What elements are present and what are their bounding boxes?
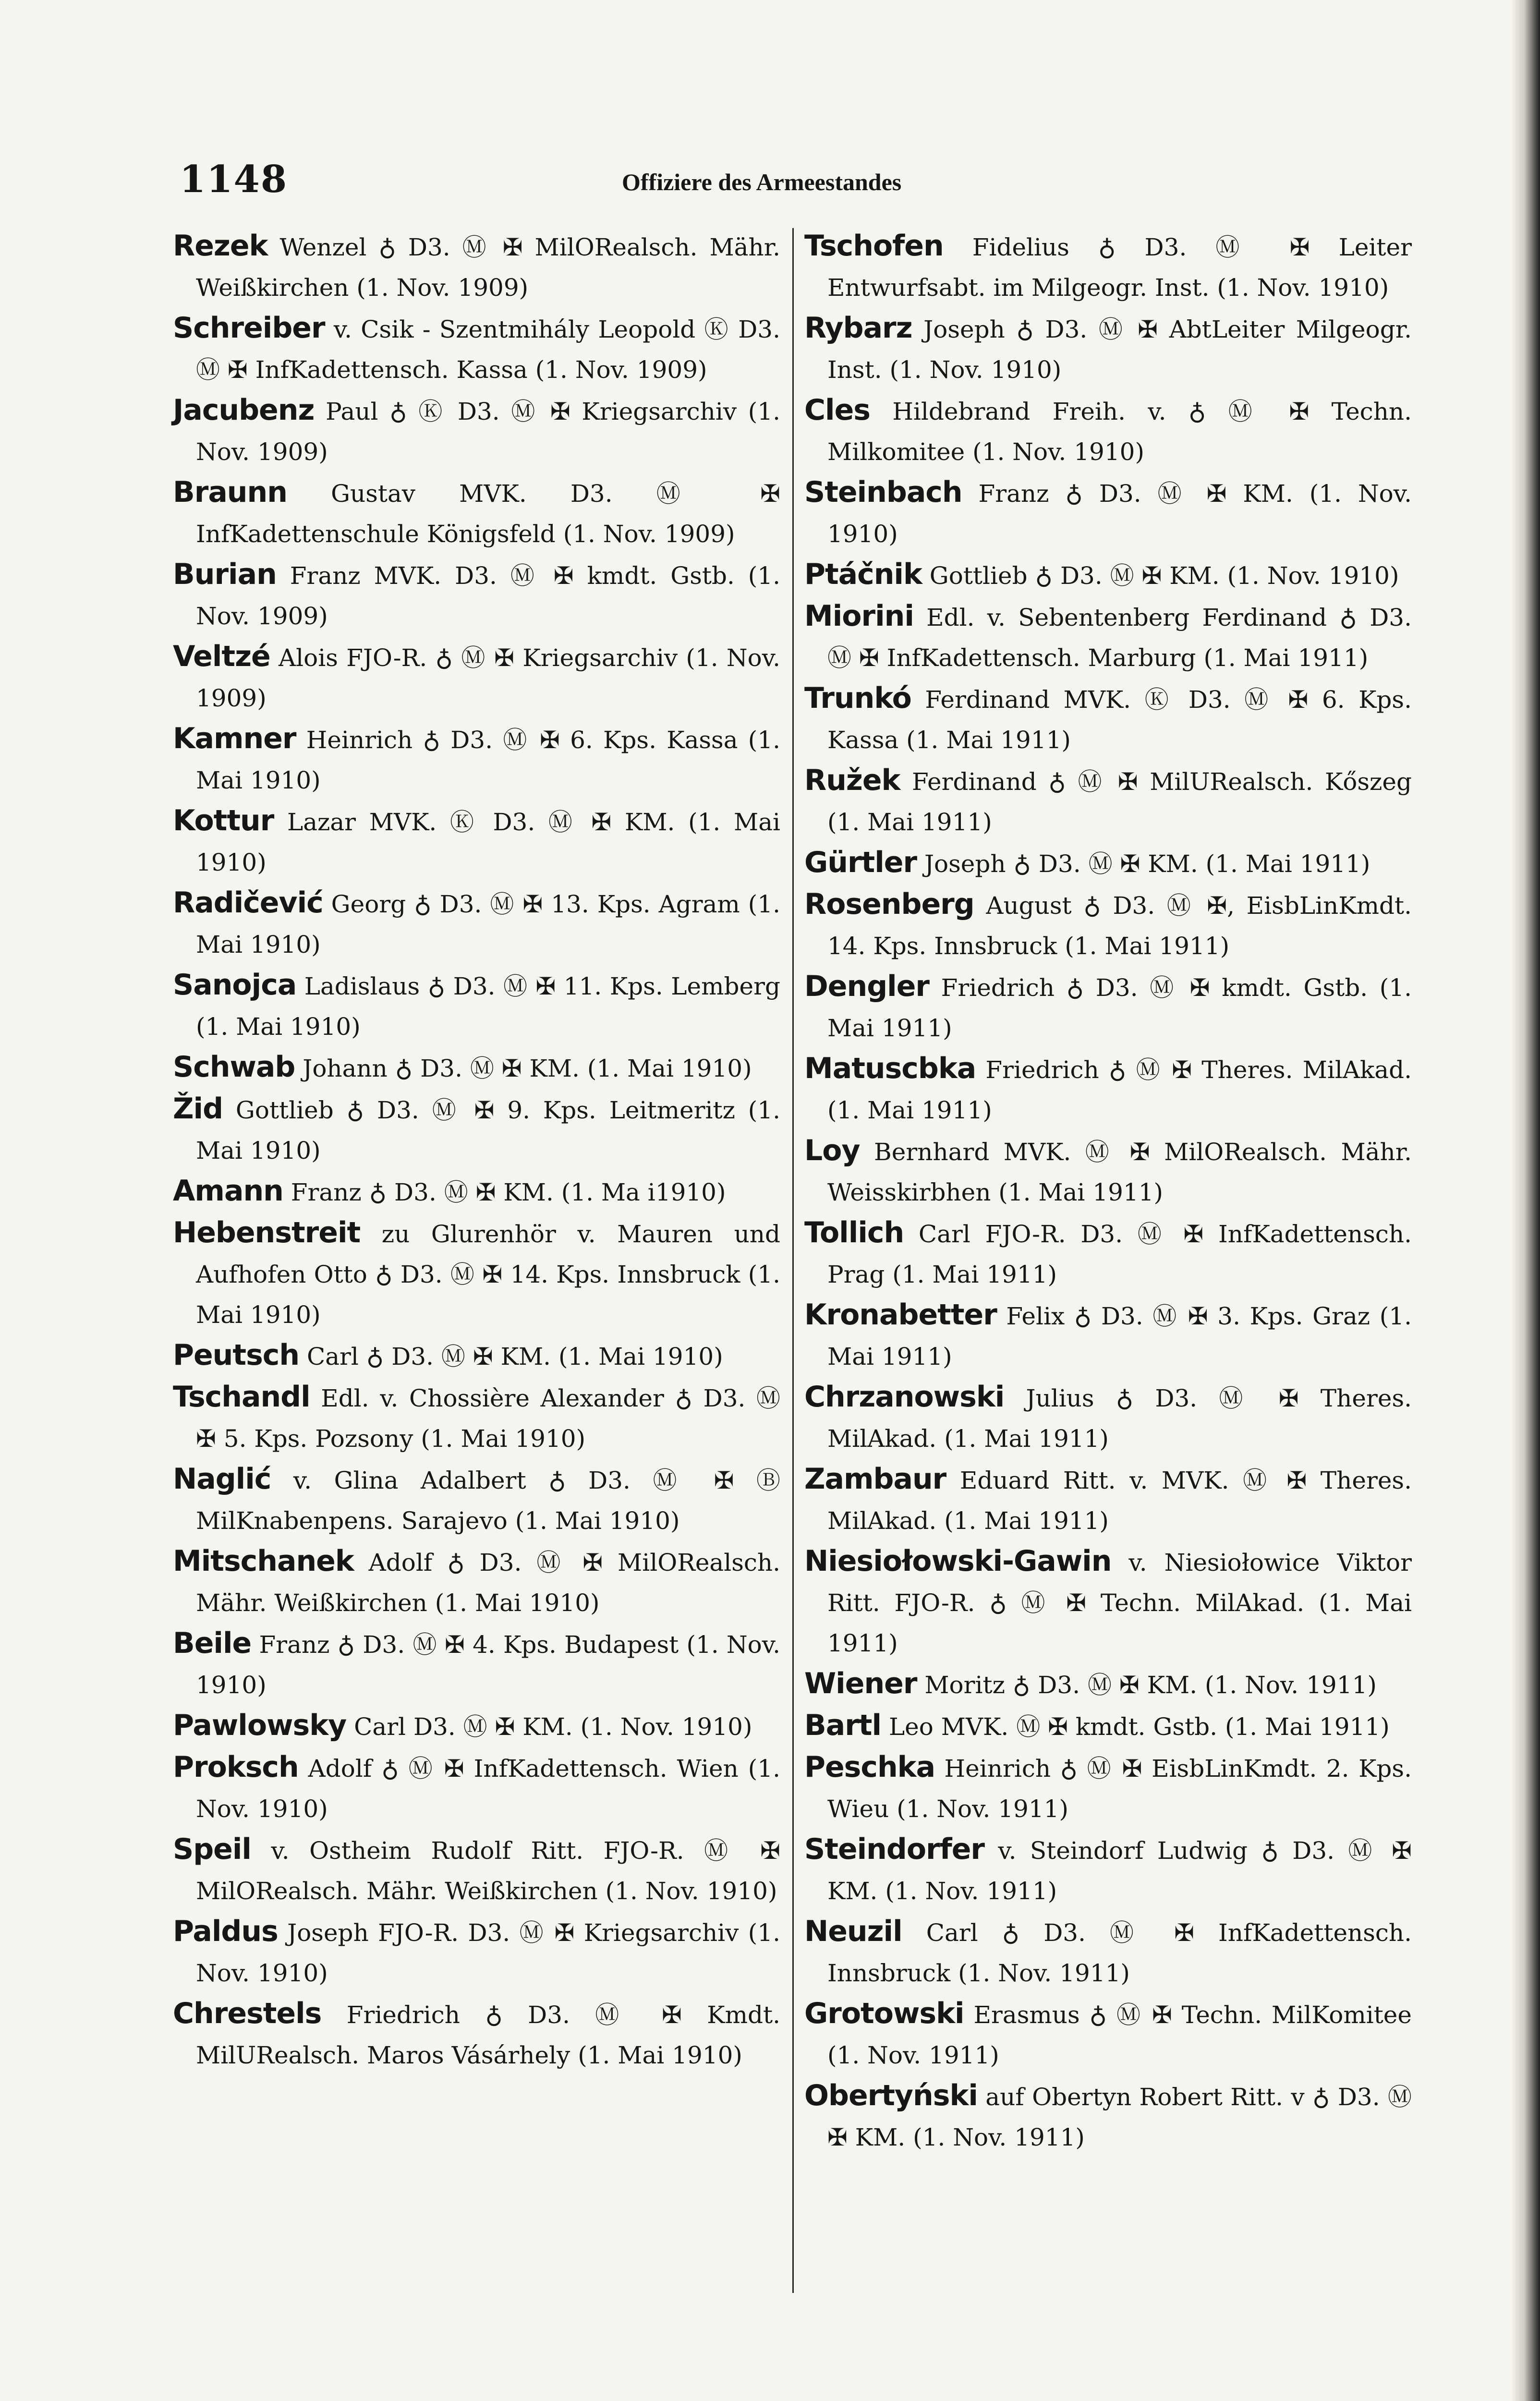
directory-entry [804,1213,1412,1295]
entry-surname: Dengler [804,970,930,1003]
entry-surname: Gürtler [804,846,917,879]
entry-details: v. Csik - Szentmihály Leopold Ⓚ D3. Ⓜ ✠ InfKadettensch. Kassa (1. Nov. 1909) [196,315,780,384]
entry-surname: Steindorfer [804,1832,985,1866]
entry-surname: Rybarz [804,311,912,345]
entry-details: v. Ostheim Rudolf Ritt. FJO-R. Ⓜ ✠ MilORealsch. Mähr. Weißkirchen (1. Nov. 1910) [196,1837,780,1905]
page-header [173,154,1421,206]
entry-details: v. Steindorf Ludwig ♁ D3. Ⓜ ✠ KM. (1. Nov. 1911) [827,1837,1412,1905]
directory-entry [804,1048,1412,1130]
entry-details: Joseph ♁ D3. Ⓜ ✠ KM. (1. Mai 1911) [917,850,1370,878]
entry-details: Gustav MVK. D3. Ⓜ ✠ InfKadettenschule Königsfeld (1. Nov. 1909) [196,480,780,548]
directory-entry [173,1623,780,1705]
entry-details: Carl D3. Ⓜ ✠ KM. (1. Nov. 1910) [346,1713,752,1741]
entry-details: Franz ♁ D3. Ⓜ ✠ 4. Kps. Budapest (1. Nov. 1910) [196,1631,780,1699]
entry-surname: Radičević [173,886,323,920]
entry-surname: Tollich [804,1216,904,1249]
directory-entry [804,2075,1412,2158]
directory-entry [173,636,780,718]
entry-surname: Braunn [173,475,287,509]
entry-details: Leo MVK. Ⓜ ✠ kmdt. Gstb. (1. Mai 1911) [881,1713,1390,1741]
directory-entry [173,1993,780,2075]
entry-surname: Pawlowsky [173,1709,347,1742]
entry-details: Gottlieb ♁ D3. Ⓜ ✠ KM. (1. Nov. 1910) [922,562,1399,590]
entry-details: Ferdinand MVK. Ⓚ D3. Ⓜ ✠ 6. Kps. Kassa (1. Mai 1911) [827,686,1412,754]
entry-surname: Miorini [804,599,914,633]
entry-details: Julius ♁ D3. Ⓜ ✠ Theres. MilAkad. (1. Mai 1911) [827,1384,1412,1453]
directory-entry [804,390,1412,472]
directory-entry [173,1541,780,1623]
directory-entry [804,1459,1412,1541]
directory-entry [173,554,780,636]
entry-surname: Kottur [173,804,274,837]
entry-surname: Wiener [804,1667,917,1700]
directory-entry [804,472,1412,554]
entry-surname: Steinbach [804,475,962,509]
directory-entry [173,308,780,390]
entry-surname: Ružek [804,764,900,797]
entry-details: auf Obertyn Robert Ritt. v ♁ D3. Ⓜ ✠ KM. (1. Nov. 1911) [827,2083,1412,2151]
right-column [804,226,1412,2158]
directory-entry [804,678,1412,760]
directory-entry [173,800,780,883]
directory-entry [173,1705,780,1747]
entry-details: Lazar MVK. Ⓚ D3. Ⓜ ✠ KM. (1. Mai 1910) [196,808,780,876]
entry-surname: Trunkó [804,681,911,715]
entry-surname: Peutsch [173,1338,300,1372]
directory-entry [173,1747,780,1829]
entry-surname: Bartl [804,1709,882,1742]
directory-entry [804,966,1412,1048]
directory-entry [173,1171,780,1213]
entry-surname: Rosenberg [804,887,974,921]
entry-details: Bernhard MVK. Ⓜ ✠ MilORealsch. Mähr. Weisskirbhen (1. Mai 1911) [827,1138,1412,1206]
directory-entry [804,884,1412,966]
entry-surname: Amann [173,1174,283,1208]
directory-entry [173,390,780,472]
entry-details: Ladislaus ♁ D3. Ⓜ ✠ 11. Kps. Lemberg (1. Mai 1910) [196,972,780,1041]
directory-entry [804,1747,1412,1829]
scan-edge [1511,0,1540,2401]
directory-entry [173,1335,780,1377]
entry-details: Friedrich ♁ Ⓜ ✠ Theres. MilAkad. (1. Mai 1911) [827,1056,1412,1124]
entry-details: Carl ♁ D3. Ⓜ ✠ KM. (1. Mai 1910) [299,1343,723,1370]
directory-entry [173,1911,780,1993]
directory-entry [173,1213,780,1335]
entry-details: Fidelius ♁ D3. Ⓜ ✠ Leiter Entwurfsabt. im Milgeogr. Inst. (1. Nov. 1910) [827,233,1412,302]
entry-surname: Tschandl [173,1380,310,1414]
directory-entry [173,472,780,554]
entry-surname: Tschofen [804,229,944,263]
directory-entry [173,965,780,1047]
entry-details: Gottlieb ♁ D3. Ⓜ ✠ 9. Kps. Leitmeritz (1. Mai 1910) [196,1096,780,1164]
entry-details: Felix ♁ D3. Ⓜ ✠ 3. Kps. Graz (1. Mai 1911) [827,1302,1412,1370]
entry-surname: Cles [804,393,871,427]
entry-details: Adolf ♁ D3. Ⓜ ✠ MilORealsch. Mähr. Weißkirchen (1. Mai 1910) [196,1549,780,1617]
directory-entry [804,842,1412,884]
entry-surname: Hebenstreit [173,1216,361,1249]
entry-details: Moritz ♁ D3. Ⓜ ✠ KM. (1. Nov. 1911) [917,1671,1377,1699]
entry-surname: Sanojca [173,968,297,1002]
directory-entry [804,308,1412,390]
running-title: Offiziere des Armeestandes [622,169,902,195]
entry-surname: Paldus [173,1915,278,1948]
entry-surname: Speil [173,1832,251,1866]
directory-entry [804,1663,1412,1705]
entry-surname: Mitschanek [173,1544,354,1578]
directory-entry [804,760,1412,842]
entry-surname: Rezek [173,229,268,263]
entry-details: Joseph ♁ D3. Ⓜ ✠ AbtLeiter Milgeogr. Inst. (1. Nov. 1910) [827,315,1412,384]
entry-surname: Jacubenz [173,393,315,427]
directory-entry [804,1541,1412,1663]
entry-surname: Chrzanowski [804,1380,1005,1414]
entry-surname: Schwab [173,1050,295,1084]
directory-entry [804,226,1412,308]
entry-details: Franz ♁ D3. Ⓜ ✠ KM. (1. Nov. 1910) [827,480,1412,548]
entry-surname: Matuscbka [804,1052,976,1085]
entry-details: Heinrich ♁ D3. Ⓜ ✠ 6. Kps. Kassa (1. Mai 1910) [196,726,780,794]
entry-surname: Beile [173,1626,252,1660]
directory-entry [804,554,1412,596]
entry-details: Joseph FJO-R. D3. Ⓜ ✠ Kriegsarchiv (1. Nov. 1910) [196,1919,780,1987]
directory-entry [804,1377,1412,1459]
entry-surname: Chrestels [173,1997,322,2030]
directory-entry [804,1295,1412,1377]
directory-entry [804,596,1412,678]
entry-details: Erasmus ♁ Ⓜ ✠ Techn. MilKomitee (1. Nov. 1911) [827,2001,1412,2069]
directory-entry [173,1377,780,1459]
directory-entry [173,226,780,308]
entry-surname: Žid [173,1092,223,1126]
entry-surname: Neuzil [804,1915,902,1948]
entry-details: Friedrich ♁ D3. Ⓜ ✠ kmdt. Gstb. (1. Mai 1911) [827,974,1412,1042]
entry-details: Franz ♁ D3. Ⓜ ✠ KM. (1. Ma i1910) [283,1178,726,1206]
directory-entry [804,1130,1412,1213]
entry-details: Carl ♁ D3. Ⓜ ✠ InfKadettensch. Innsbruck (1. Nov. 1911) [827,1919,1412,1987]
entry-surname: Grotowski [804,1997,964,2030]
directory-entry [173,1047,780,1089]
entry-details: Georg ♁ D3. Ⓜ ✠ 13. Kps. Agram (1. Mai 1910) [196,890,780,958]
entry-details: Heinrich ♁ Ⓜ ✠ EisbLinKmdt. 2. Kps. Wieu (1. Nov. 1911) [827,1755,1412,1823]
entry-surname: Obertyński [804,2079,978,2112]
entry-surname: Loy [804,1134,860,1167]
entry-surname: Kronabetter [804,1298,997,1332]
directory-entry [173,718,780,800]
page [173,154,1421,2295]
entry-surname: Burian [173,558,277,591]
entry-details: Eduard Ritt. v. MVK. Ⓜ ✠ Theres. MilAkad. (1. Mai 1911) [827,1467,1412,1535]
entry-details: Johann ♁ D3. Ⓜ ✠ KM. (1. Mai 1910) [295,1055,752,1082]
directory-entry [173,1089,780,1171]
entry-details: Adolf ♁ Ⓜ ✠ InfKadettensch. Wien (1. Nov. 1910) [196,1755,780,1823]
directory-entry [173,883,780,965]
directory-entry [173,1829,780,1911]
entry-surname: Kamner [173,722,296,755]
left-column [173,226,780,2075]
directory-entry [173,1459,780,1541]
entry-details: Franz MVK. D3. Ⓜ ✠ kmdt. Gstb. (1. Nov. 1909) [196,562,780,630]
column-divider [792,228,794,2293]
entry-surname: Veltzé [173,640,270,673]
entry-details: Edl. v. Chossière Alexander ♁ D3. Ⓜ ✠ 5. Kps. Pozsony (1. Mai 1910) [196,1384,780,1453]
entry-details: Carl FJO-R. D3. Ⓜ ✠ InfKadettensch. Prag (1. Mai 1911) [827,1220,1412,1288]
entry-surname: Zambaur [804,1462,946,1496]
directory-entry [804,1829,1412,1911]
entry-details: Friedrich ♁ D3. Ⓜ ✠ Kmdt. MilURealsch. Maros Vásárhely (1. Mai 1910) [196,2001,780,2069]
entry-surname: Peschka [804,1750,935,1784]
entry-details: Paul ♁ Ⓚ D3. Ⓜ ✠ Kriegsarchiv (1. Nov. 1909) [196,398,780,466]
page-number: 1148 [180,158,288,201]
directory-entry [804,1705,1412,1747]
entry-details: v. Glina Adalbert ♁ D3. Ⓜ ✠ Ⓑ MilKnabenpens. Sarajevo (1. Mai 1910) [196,1467,780,1535]
entry-details: Edl. v. Sebentenberg Ferdinand ♁ D3. Ⓜ ✠ InfKadettensch. Marburg (1. Mai 1911) [827,604,1412,672]
directory-entry [804,1993,1412,2075]
entry-details: August ♁ D3. Ⓜ ✠, EisbLinKmdt. 14. Kps. Innsbruck (1. Mai 1911) [827,892,1412,960]
directory-entry [804,1911,1412,1993]
entry-surname: Niesiołowski-Gawin [804,1544,1112,1578]
entry-surname: Naglić [173,1462,271,1496]
entry-details: v. Niesiołowice Viktor Ritt. FJO-R. ♁ Ⓜ ✠ Techn. MilAkad. (1. Mai 1911) [827,1549,1412,1657]
entry-details: Alois FJO-R. ♁ Ⓜ ✠ Kriegsarchiv (1. Nov. 1909) [196,644,780,712]
entry-details: Hildebrand Freih. v. ♁ Ⓜ ✠ Techn. Milkomitee (1. Nov. 1910) [827,398,1412,466]
entry-details: zu Glurenhör v. Mauren und Aufhofen Otto ♁ D3. Ⓜ ✠ 14. Kps. Innsbruck (1. Mai 1910) [196,1220,780,1329]
entry-surname: Schreiber [173,311,325,345]
entry-details: Ferdinand ♁ Ⓜ ✠ MilURealsch. Kőszeg (1. Mai 1911) [827,768,1412,836]
entry-details: Wenzel ♁ D3. Ⓜ ✠ MilORealsch. Mähr. Weißkirchen (1. Nov. 1909) [196,233,780,302]
entry-surname: Ptáčnik [804,558,922,591]
entry-surname: Proksch [173,1750,299,1784]
